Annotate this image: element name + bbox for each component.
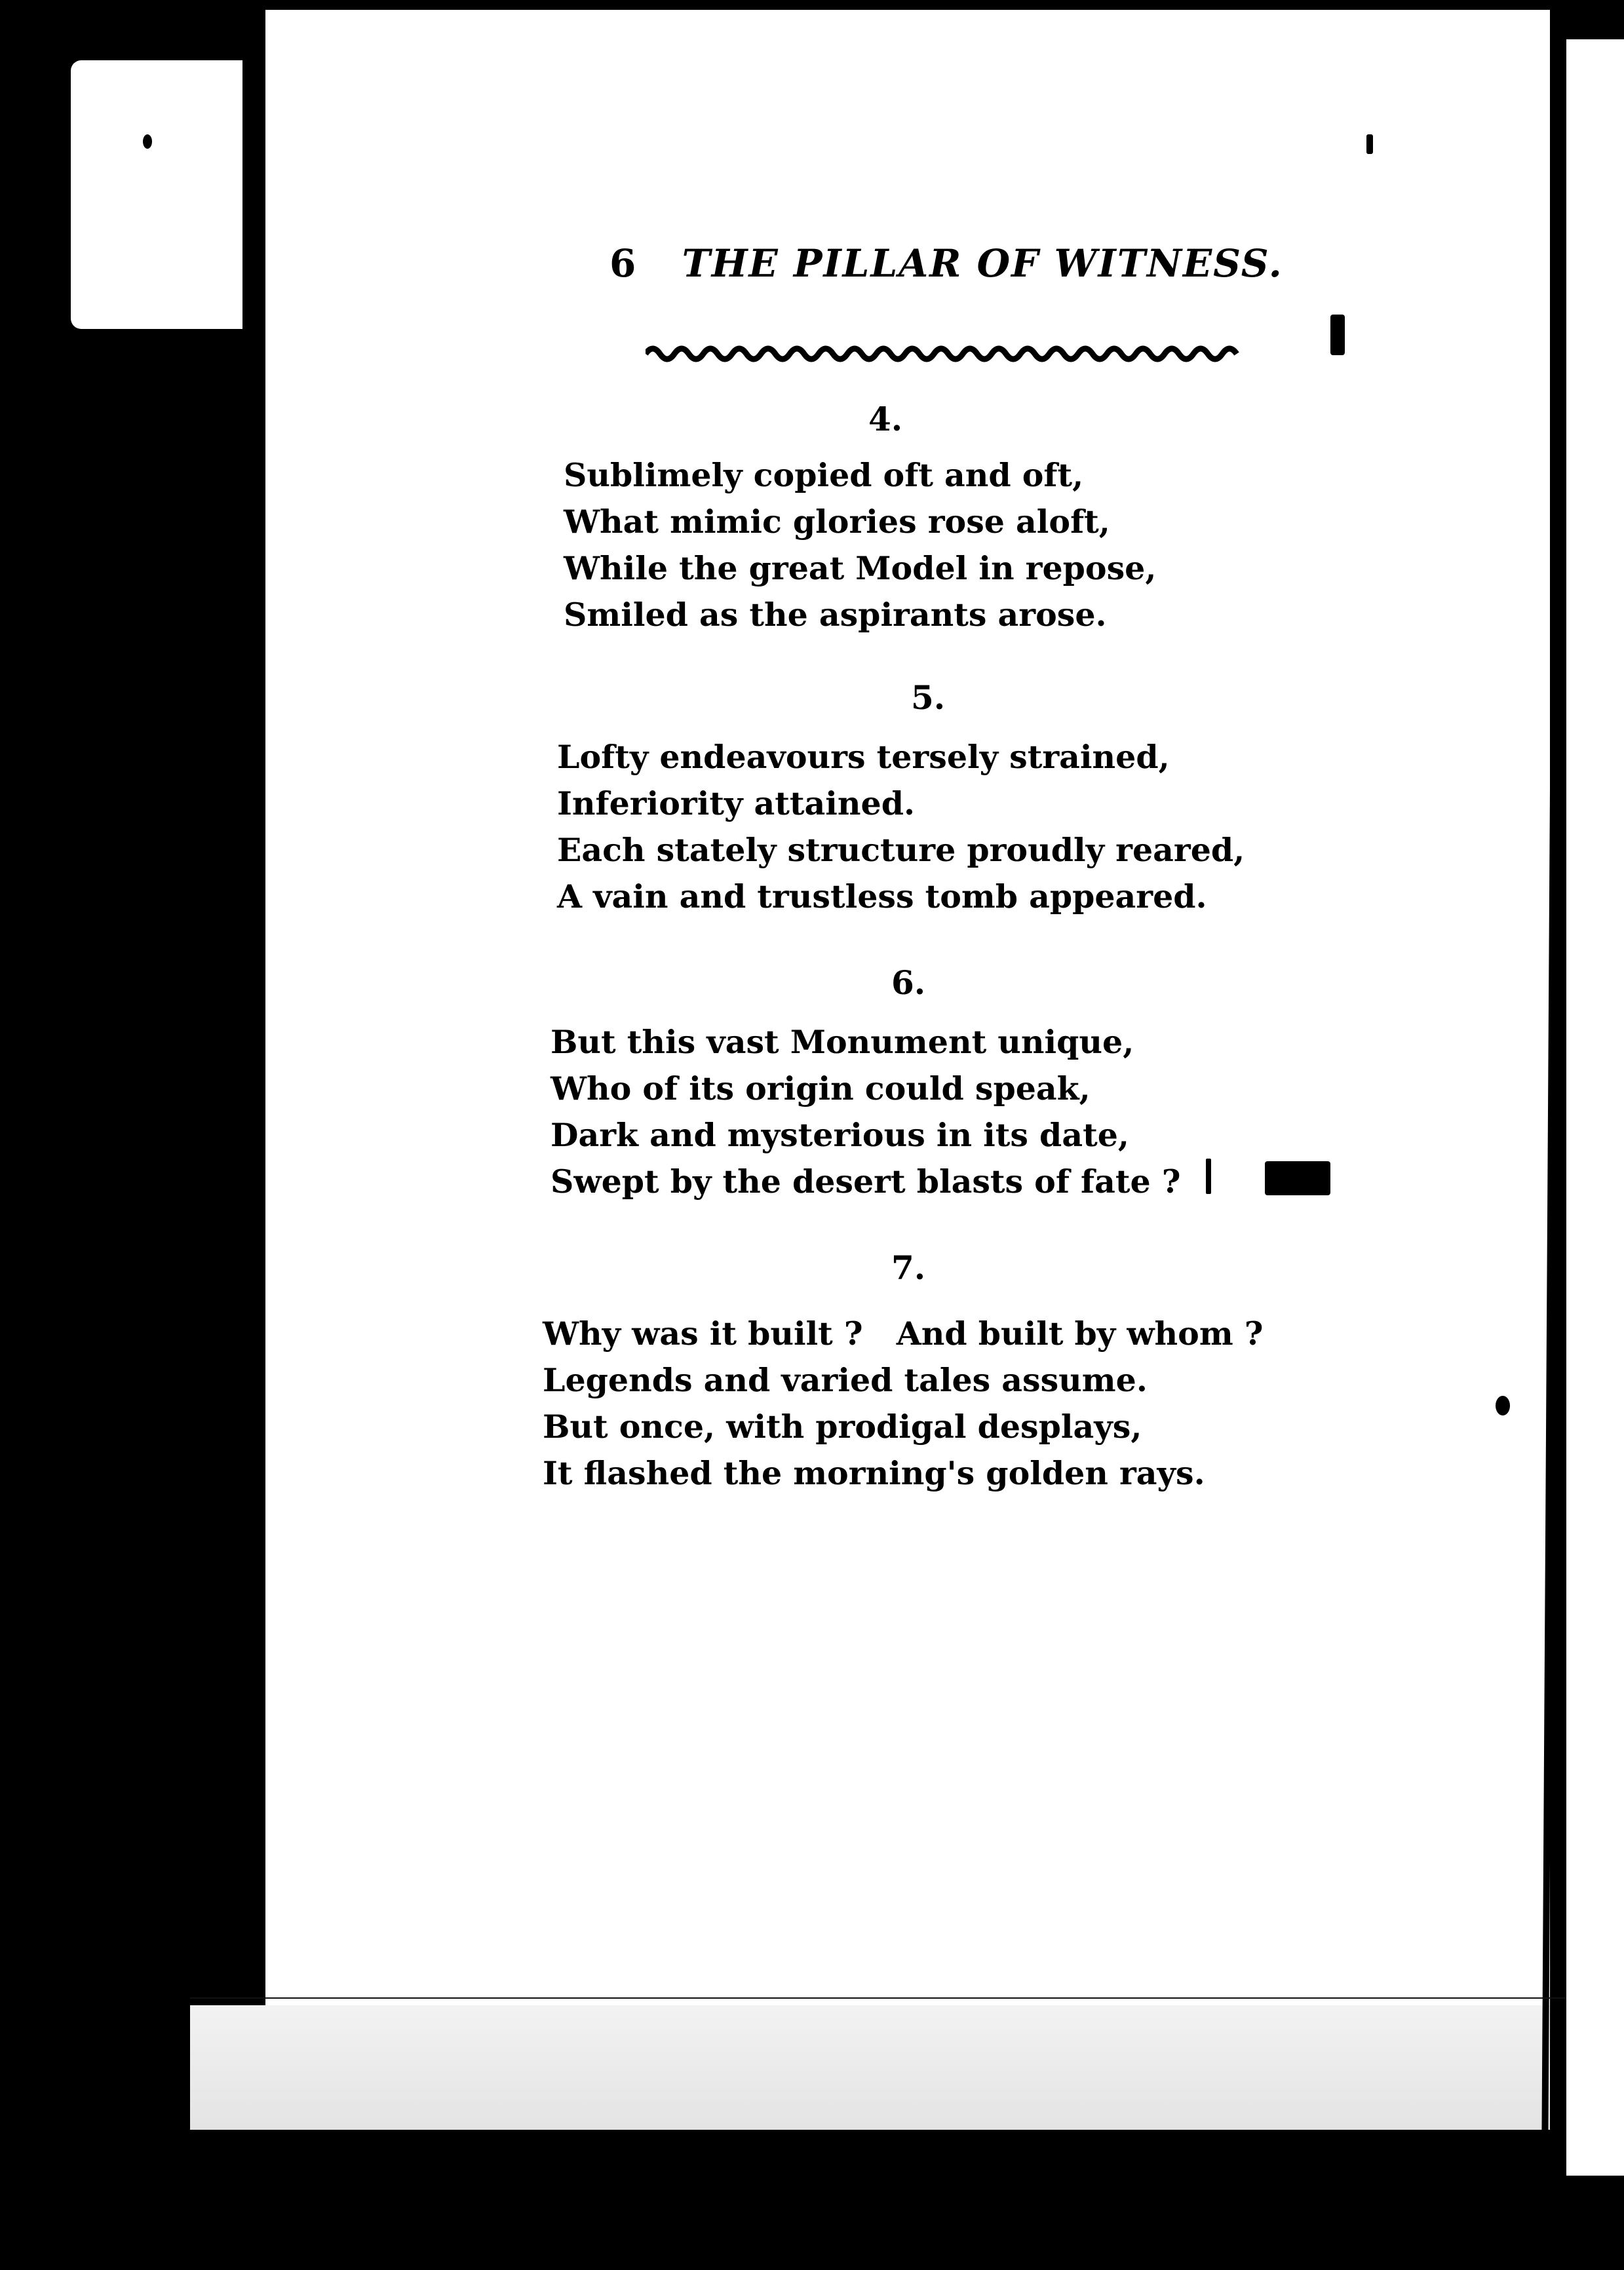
ink-speck bbox=[1330, 315, 1345, 355]
verse-line: Why was it built ? And built by whom ? bbox=[543, 1315, 1264, 1353]
stanza-number: 7. bbox=[891, 1248, 926, 1287]
stanza-lines bbox=[557, 734, 1245, 920]
verse-line: Who of its origin could speak, bbox=[551, 1069, 1091, 1107]
wavy-rule-ornament bbox=[646, 341, 1242, 367]
stanza-lines bbox=[543, 1311, 1263, 1497]
verse-line: Each stately structure proudly reared, bbox=[557, 831, 1245, 869]
verse-line: What mimic glories rose aloft, bbox=[564, 503, 1110, 541]
ink-speck bbox=[1265, 1161, 1330, 1195]
ink-speck bbox=[1366, 134, 1373, 154]
stanza-number: 6. bbox=[891, 963, 926, 1002]
stanza-number: 4. bbox=[868, 400, 903, 438]
ink-speck bbox=[1496, 1396, 1510, 1415]
paper-bottom-edge bbox=[190, 2005, 1550, 2130]
verse-line: Legends and varied tales assume. bbox=[543, 1361, 1148, 1399]
verse-line: But this vast Monument unique, bbox=[551, 1023, 1134, 1061]
facing-page-strip bbox=[1566, 39, 1624, 2176]
verse-line: Smiled as the aspirants arose. bbox=[564, 596, 1107, 634]
verse-line: It flashed the morning's golden rays. bbox=[543, 1454, 1205, 1492]
running-header bbox=[609, 241, 1283, 286]
verse-line: Lofty endeavours tersely strained, bbox=[557, 738, 1170, 776]
stanza-lines bbox=[551, 1019, 1180, 1205]
bottom-rule-line bbox=[190, 1997, 1566, 1999]
verse-line: While the great Model in repose, bbox=[564, 549, 1157, 587]
ink-speck bbox=[1206, 1159, 1211, 1194]
stanza-number: 5. bbox=[911, 678, 946, 717]
verse-line: Swept by the desert blasts of fate ? bbox=[551, 1163, 1181, 1201]
verse-line: Dark and mysterious in its date, bbox=[551, 1116, 1129, 1154]
verse-line: But once, with prodigal desplays, bbox=[543, 1408, 1142, 1446]
verse-line: Inferiority attained. bbox=[557, 784, 916, 822]
verse-line: Sublimely copied oft and oft, bbox=[564, 456, 1084, 494]
stanza-lines bbox=[564, 452, 1156, 638]
page-corner-tab bbox=[71, 60, 242, 329]
verse-line: A vain and trustless tomb appeared. bbox=[557, 877, 1207, 915]
ink-speck bbox=[143, 134, 152, 149]
running-title: THE PILLAR OF WITNESS. bbox=[682, 241, 1283, 286]
page-number: 6 bbox=[609, 241, 636, 286]
